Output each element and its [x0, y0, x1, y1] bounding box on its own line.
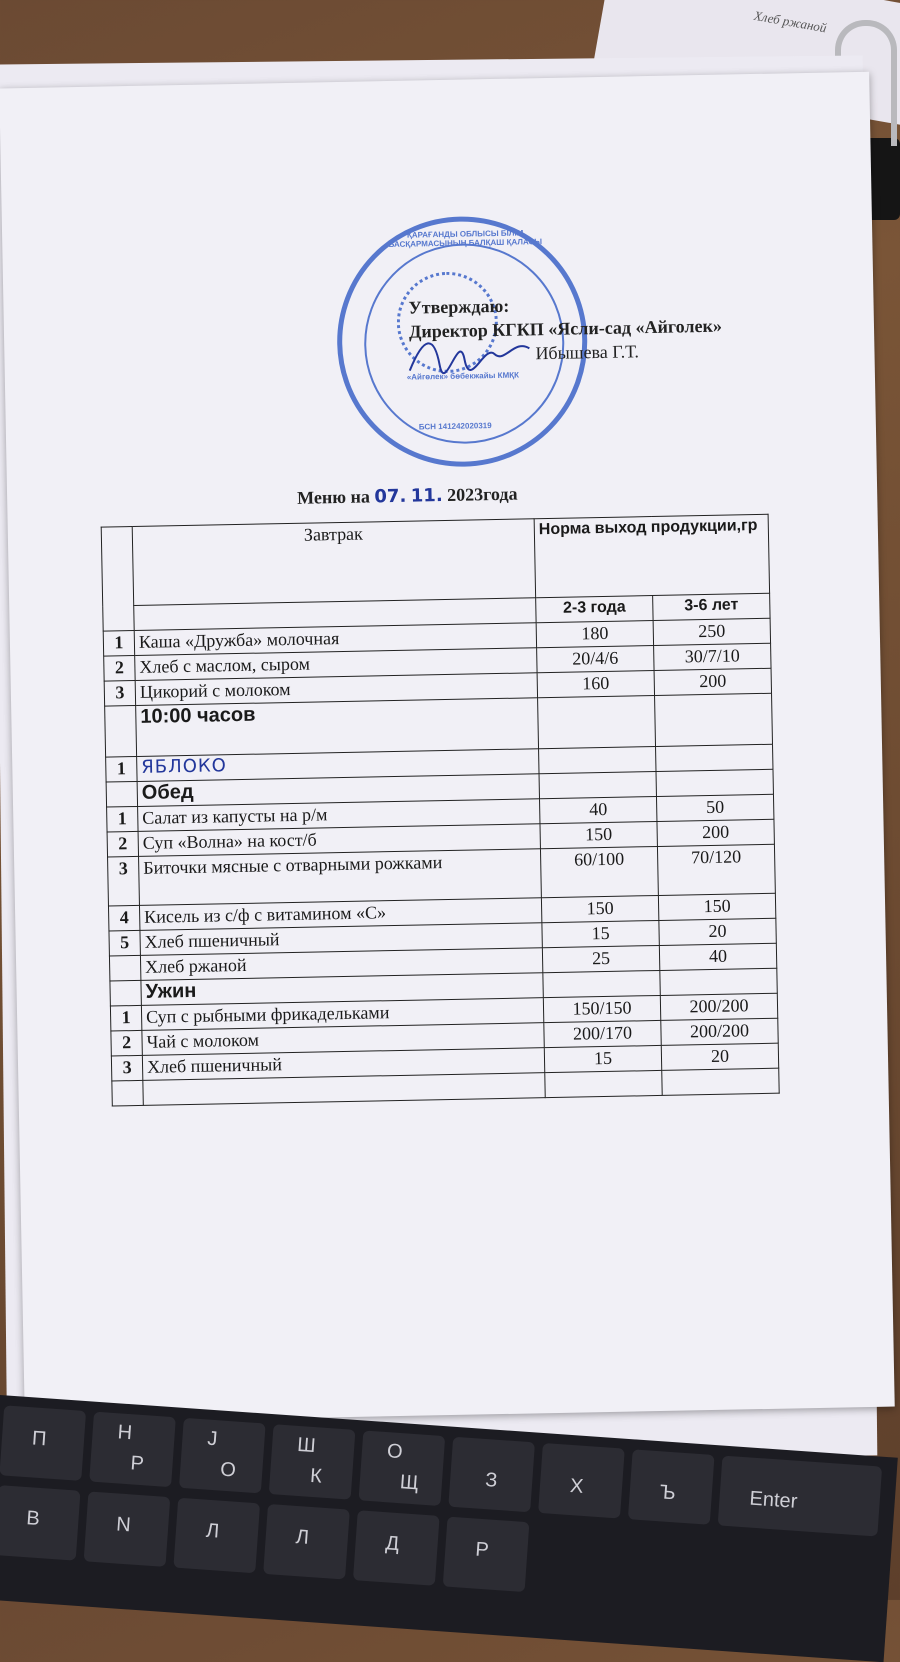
row-value-a: 60/100 [540, 846, 658, 897]
col-age-2-3: 2-3 года [536, 596, 653, 623]
row-num [105, 705, 137, 757]
row-value-b [656, 744, 773, 771]
keyboard-key: Ј О [179, 1418, 266, 1494]
row-dish: Биточки мясные с отварными рожками [139, 849, 542, 906]
menu-title-day: 07. [374, 485, 407, 508]
col-age-3-6: 3-6 лет [653, 593, 770, 620]
header-num-cell [101, 527, 134, 632]
row-dish: Хлеб ржаной [140, 948, 542, 981]
row-value-a: 160 [537, 671, 654, 698]
approval-heading: Утверждаю: [408, 295, 510, 318]
approval-block [408, 290, 722, 368]
stamp-outer-text: ҚАРАҒАНДЫ ОБЛЫСЫ БІЛІМ БАСҚАРМАСЫНЫҢ БАЛҚАШ ҚАЛАСЫ [388, 228, 543, 250]
row-value-b: 40 [659, 943, 776, 970]
keyboard-key: Р [443, 1517, 530, 1593]
menu-title-month: 11. [410, 485, 443, 507]
keyboard-key: N [84, 1491, 171, 1567]
row-value-b [656, 769, 773, 796]
row-value-a: 15 [544, 1045, 661, 1072]
row-value-a [539, 746, 656, 773]
row-value-b: 200/200 [661, 1018, 778, 1045]
row-num: 3 [104, 680, 135, 706]
row-num: 2 [104, 655, 135, 681]
keyboard-key: Л [173, 1498, 260, 1574]
row-value-a: 150 [540, 821, 657, 848]
approval-name: Ибышева Г.Т. [535, 341, 640, 364]
row-num: 1 [103, 630, 134, 656]
keyboard-key: О Щ [359, 1430, 446, 1506]
row-value-a: 150 [541, 895, 658, 922]
row-num [112, 1080, 143, 1106]
row-value-b: 20 [659, 918, 776, 945]
row-value-a: 200/170 [544, 1020, 661, 1047]
row-num: 4 [108, 905, 139, 931]
row-dish: Суп с рыбными фрикадельками [141, 998, 543, 1031]
row-dish: ЯБЛОКО [137, 749, 539, 782]
stamp-inner-text: «Айгөлек» бөбекжайы КМҚК [406, 370, 520, 382]
menu-title [297, 484, 518, 509]
header-norm: Норма выход продукции,гр [534, 514, 769, 597]
row-dish: Кисель из с/ф с витамином «С» [139, 898, 541, 931]
row-dish: Чай с молоком [142, 1023, 544, 1056]
row-value-a [538, 696, 656, 749]
row-dish: Каша «Дружба» молочная [134, 623, 536, 656]
row-value-b: 250 [653, 618, 770, 645]
row-value-a [543, 970, 660, 997]
row-value-a: 180 [536, 621, 653, 648]
keyboard-key-enter: Enter [718, 1456, 882, 1537]
section-title-lunch: Обед [137, 774, 539, 807]
row-num: 1 [110, 1005, 141, 1031]
row-value-a: 15 [542, 920, 659, 947]
row-value-b [662, 1068, 779, 1095]
row-num [109, 955, 140, 981]
row-value-a [539, 771, 656, 798]
row-value-b: 200 [657, 819, 774, 846]
row-num: 3 [108, 856, 140, 906]
row-value-b: 200 [654, 668, 771, 695]
row-num [106, 781, 137, 807]
row-dish: Хлеб с маслом, сыром [135, 648, 537, 681]
keyboard-key: Ш К [269, 1424, 356, 1500]
row-value-a: 25 [542, 945, 659, 972]
row-num: 3 [111, 1055, 142, 1081]
section-title-dinner: Ужин [141, 973, 543, 1006]
keyboard-key: З [448, 1437, 535, 1513]
row-value-b: 200/200 [660, 993, 777, 1020]
row-num: 2 [107, 831, 138, 857]
row-value-a [545, 1070, 662, 1097]
row-value-b [660, 968, 777, 995]
background-sheet-text: Хлеб ржаной [752, 7, 828, 36]
stamp-bin-text: БСН 141242020319 [418, 421, 492, 432]
row-dish: Хлеб пшеничный [142, 1048, 544, 1081]
menu-table [101, 514, 780, 1107]
header-section: Завтрак [132, 519, 535, 606]
row-value-b: 50 [656, 794, 773, 821]
keyboard-key: Д [353, 1510, 440, 1586]
row-value-a: 40 [540, 796, 657, 823]
row-num: 1 [107, 806, 138, 832]
row-dish: Цикорий с молоком [135, 673, 537, 706]
keyboard-key: Ъ [628, 1449, 715, 1525]
row-dish: Суп «Волна» на кост/б [138, 824, 540, 857]
keyboard-key: Х [538, 1443, 625, 1519]
row-value-b: 30/7/10 [654, 643, 771, 670]
menu-title-year: 2023года [446, 483, 518, 505]
row-value-b: 20 [661, 1043, 778, 1070]
row-value-b: 70/120 [657, 844, 775, 895]
menu-document [0, 72, 895, 1423]
row-num [110, 980, 141, 1006]
row-value-a: 150/150 [543, 995, 660, 1022]
keyboard-key: Н Р [89, 1412, 176, 1488]
keyboard-key: Л [263, 1504, 350, 1580]
row-num: 1 [106, 756, 137, 782]
row-num: 5 [109, 930, 140, 956]
row-value-a: 20/4/6 [537, 646, 654, 673]
row-dish: Салат из капусты на р/м [138, 799, 540, 832]
row-num: 2 [111, 1030, 142, 1056]
approval-position: Директор КГКП «Ясли-сад «Айголек» [408, 315, 723, 342]
section-title-snack: 10:00 часов [136, 698, 539, 757]
table-header-row [101, 514, 769, 606]
keyboard-key: П [0, 1405, 86, 1481]
row-dish: Хлеб пшеничный [140, 923, 542, 956]
row-value-b [655, 693, 773, 746]
row-value-b: 150 [658, 893, 775, 920]
menu-title-prefix: Меню на [296, 486, 371, 508]
keyboard-key: В [0, 1485, 81, 1561]
